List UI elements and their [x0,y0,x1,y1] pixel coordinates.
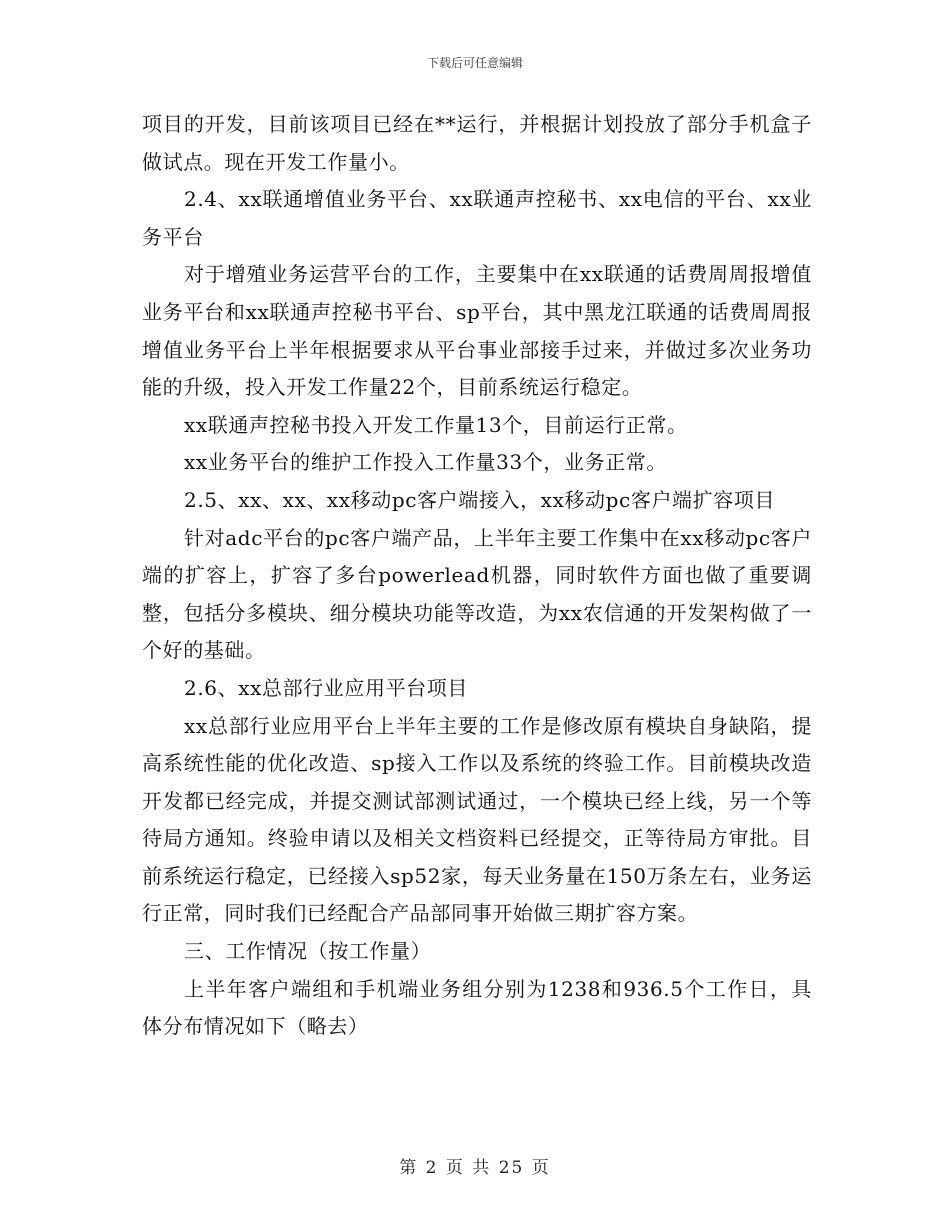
header-note: 下载后可任意编辑 [426,56,523,70]
paragraph: xx联通声控秘书投入开发工作量13个，目前运行正常。 [184,412,688,437]
paragraph: 对于增殖业务运营平台的工作，主要集中在xx联通的话费周周报增值业务平台和xx联通声控秘书平台、sp平台，其中黑龙江联通的话费周周报增值业务平台上半年根据要求从平台事业部接手过来，并做过多次业务功能的升级，投入开发工作量22个，目前系统运行稳定。 [142,262,812,400]
section-heading-2-6: 2.6、xx总部行业应用平台项目 [184,675,468,700]
paragraph: 项目的开发，目前该项目已经在**运行，并根据计划投放了部分手机盒子做试点。现在开发工作量小。 [142,112,812,174]
paragraph: xx业务平台的维护工作投入工作量33个，业务正常。 [184,450,668,475]
section-heading-2-4: 2.4、xx联通增值业务平台、xx联通声控秘书、xx电信的平台、xx业务平台 [142,187,812,249]
paragraph: 上半年客户端组和手机端业务组分别为1238和936.5个工作日，具体分布情况如下（略去） [142,976,812,1039]
page-number: 第 2 页 共 25 页 [399,1158,551,1178]
paragraph: xx总部行业应用平台上半年主要的工作是修改原有模块自身缺陷，提高系统性能的优化改造、sp接入工作以及系统的终验工作。目前模块改造开发都已经完成，并提交测试部测试通过，一个模块已经上线，另一个等待局方通知。终验申请以及相关文档资料已经提交，正等待局方审批。目前系统运行稳定，已经接入sp52家，每天业务量在150万条左右，业务运行正常，同时我们已经配合产品部同事开始做三期扩容方案。 [142,713,812,926]
document-body [142,106,812,1046]
section-heading-3: 三、工作情况（按工作量） [184,939,432,964]
section-heading-2-5: 2.5、xx、xx、xx移动pc客户端接入，xx移动pc客户端扩容项目 [184,487,776,512]
paragraph: 针对adc平台的pc客户端产品，上半年主要工作集中在xx移动pc客户端的扩容上，扩容了多台powerlead机器，同时软件方面也做了重要调整，包括分多模块、细分模块功能等改造，为xx农信通的开发架构做了一个好的基础。 [142,525,812,663]
